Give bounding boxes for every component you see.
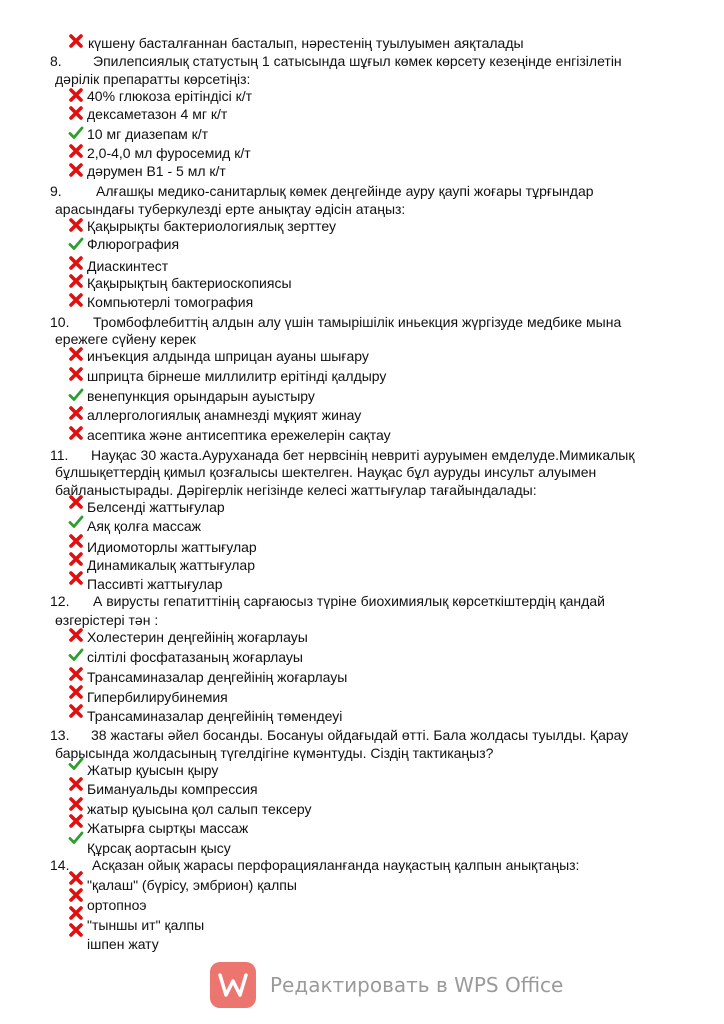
cross-icon — [68, 570, 84, 586]
cross-icon — [68, 813, 84, 829]
question-number: 11. — [50, 447, 69, 463]
wps-edit-banner[interactable] — [210, 960, 564, 1010]
text-line: аллергологиялық анамнезді мұқият жинау — [87, 407, 362, 423]
text-line: Қақырықтың бактериоскопиясы — [87, 275, 292, 291]
text-line: өзгерістері тән : — [55, 612, 159, 628]
cross-icon — [68, 684, 84, 700]
cross-icon — [68, 922, 84, 938]
text-line: венепункция орындарын ауыстыру — [87, 388, 315, 404]
text-line: Холестерин деңгейінің жоғарлауы — [87, 629, 308, 645]
text-line: жатыр қуысына қол салып тексеру — [87, 801, 312, 817]
question-number: 13. — [50, 727, 70, 743]
cross-icon — [68, 346, 84, 362]
question-number: 12. — [50, 593, 70, 609]
cross-icon — [68, 105, 84, 121]
text-line: дексаметазон 4 мг к/т — [87, 106, 228, 122]
text-line: Белсенді жаттығулар — [87, 499, 225, 515]
text-line: инъекция алдында шприцан ауаны шығару — [87, 348, 369, 364]
text-line: Аяқ қолға массаж — [87, 518, 202, 534]
text-line: Трансаминазалар деңгейінің төмендеуі — [87, 708, 343, 724]
cross-icon — [68, 703, 84, 719]
cross-icon — [68, 87, 84, 103]
text-line: А вирусты гепатиттінің сарғаюсыз түріне биохимиялық көрсеткіштердің қандай — [93, 593, 605, 609]
text-line: Асқазан ойық жарасы перфорацияланғанда науқастың қалпын анықтаңыз: — [92, 857, 580, 873]
cross-icon — [68, 666, 84, 682]
text-line: асептика және антисептика ережелерін сақтау — [87, 427, 391, 443]
text-line: дәрілік препаратты көрсетіңіз: — [55, 71, 251, 87]
text-line: Идиомоторлы жаттығулар — [87, 539, 257, 555]
cross-icon — [68, 33, 84, 49]
text-line: 40% глюкоза ерітіндісі к/т — [87, 88, 253, 104]
text-line: ережеге сүйену керек — [55, 331, 196, 347]
question-number: 14. — [50, 857, 70, 873]
text-line: дәрумен В1 - 5 мл к/т — [87, 163, 226, 179]
cross-icon — [68, 405, 84, 421]
text-line: сілтілі фосфатазаның жоғарлауы — [87, 649, 303, 665]
wps-edit-label: Редактировать в WPS Office — [270, 973, 564, 997]
text-line: Жатырға сыртқы массаж — [87, 820, 249, 836]
cross-icon — [68, 627, 84, 643]
cross-icon — [68, 776, 84, 792]
check-icon — [68, 125, 84, 141]
check-icon — [68, 830, 84, 846]
cross-icon — [68, 905, 84, 921]
text-line: Жатыр қуысын қыру — [87, 762, 219, 778]
cross-icon — [68, 551, 84, 567]
question-number: 10. — [50, 314, 70, 330]
cross-icon — [68, 887, 84, 903]
text-line: Алғашқы медико-санитарлық көмек деңгейінде ауру қаупі жоғары тұрғындар — [96, 183, 594, 199]
check-icon — [68, 236, 84, 252]
text-line: шприцта бірнеше миллилитр ерітінді қалдыру — [87, 368, 387, 384]
cross-icon — [68, 870, 84, 886]
cross-icon — [68, 533, 84, 549]
check-icon — [68, 647, 84, 663]
text-line: ортопноэ — [87, 897, 147, 913]
check-icon — [68, 387, 84, 403]
text-line: бұлшықеттердің қимыл қозғалысы шектелген. Науқас бұл ауруды инсульт алуымен — [55, 464, 597, 480]
text-line: Эпилепсиялық статустың 1 сатысында шұғыл көмек көрсету кезеңінде енгізілетін — [93, 53, 622, 69]
check-icon — [68, 514, 84, 530]
text-line: "тыншы ит" қалпы — [87, 917, 205, 933]
text-line: күшену басталғаннан басталып, нәрестенің туылуымен аяқталады — [88, 35, 524, 51]
check-icon — [68, 756, 84, 772]
text-line: Динамикалық жаттығулар — [87, 557, 255, 573]
text-line: барысында жолдасының түгелдігіне күмәнтуды. Сіздің тактикаңыз? — [55, 745, 494, 761]
cross-icon — [68, 796, 84, 812]
text-line: Трансаминазалар деңгейінің жоғарлауы — [87, 669, 348, 685]
text-line: Құрсақ аортасын қысу — [87, 840, 231, 856]
text-line: Бимануальды компрессия — [87, 781, 258, 797]
cross-icon — [68, 273, 84, 289]
cross-icon — [68, 366, 84, 382]
text-line: Пассивті жаттығулар — [87, 576, 223, 592]
cross-icon — [68, 255, 84, 271]
cross-icon — [68, 217, 84, 233]
cross-icon — [68, 425, 84, 441]
question-number: 9. — [50, 183, 62, 199]
text-line: ішпен жату — [87, 936, 159, 952]
cross-icon — [68, 292, 84, 308]
text-line: 10 мг диазепам к/т — [87, 126, 209, 142]
text-line: Қақырықты бактериологиялық зерттеу — [87, 218, 337, 234]
text-line: Флюрография — [87, 236, 180, 252]
wps-logo-icon — [210, 962, 256, 1008]
text-line: "қалаш" (бүрісу, эмбрион) қалпы — [87, 877, 297, 893]
cross-icon — [68, 494, 84, 510]
text-line: 38 жастағы әйел босанды. Босануы ойдағыдай өтті. Бала жолдасы туылды. Қарау — [91, 727, 629, 743]
text-line: байланыстырады. Дәрігерлік негізінде келесі жаттығулар тағайындалады: — [55, 482, 537, 498]
cross-icon — [68, 162, 84, 178]
question-number: 8. — [50, 53, 62, 69]
text-line: Науқас 30 жаста.Ауруханада бет нервсінің невриті ауруымен емделуде.Мимикалық — [91, 447, 635, 463]
text-line: Компьютерлі томография — [87, 294, 254, 310]
cross-icon — [68, 143, 84, 159]
text-line: Гипербилирубинемия — [87, 689, 228, 705]
text-line: Тромбофлебиттің алдын алу үшін тамырішілік иньекция жүргізуде медбике мына — [93, 314, 622, 330]
text-line: 2,0-4,0 мл фуросемид к/т — [87, 145, 251, 161]
text-line: арасындағы туберкулезді ерте анықтау әдісін атаңыз: — [55, 201, 406, 217]
text-line: Диаскинтест — [87, 258, 169, 274]
